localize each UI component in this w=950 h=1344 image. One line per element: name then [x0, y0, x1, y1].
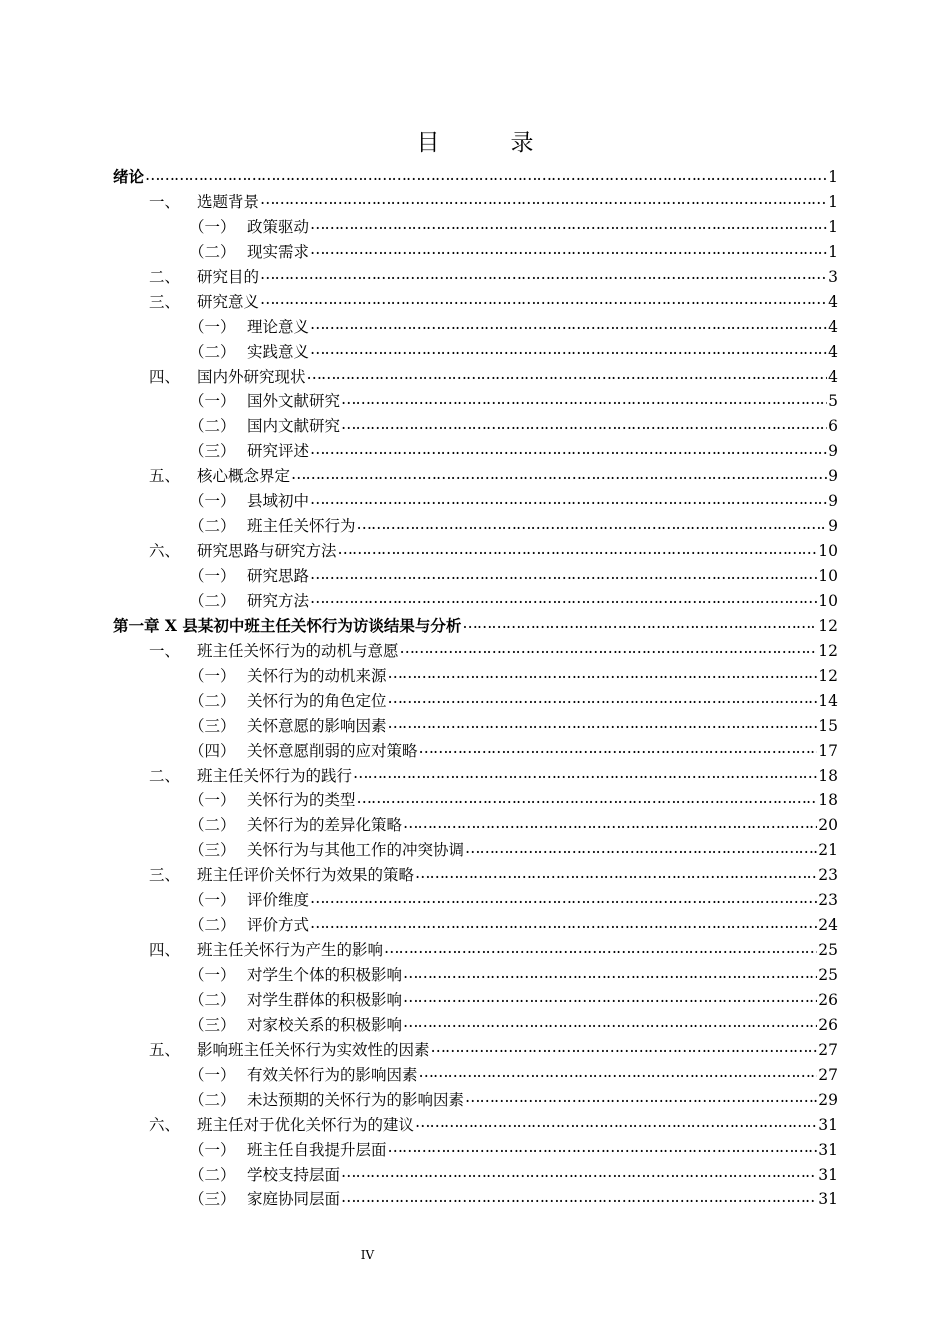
- toc-entry-label: 研究方法: [247, 591, 310, 610]
- toc-entry-label: 评价维度: [247, 891, 310, 910]
- toc-page-number: 12: [818, 641, 838, 660]
- toc-subsection-entry[interactable]: [113, 514, 838, 539]
- toc-dot-leader: [388, 715, 818, 731]
- toc-page-number: 12: [818, 616, 838, 635]
- toc-entry-label: 关怀行为的动机来源: [247, 666, 387, 685]
- toc-dot-leader: [419, 1064, 818, 1080]
- toc-dot-leader: [260, 191, 827, 207]
- toc-dot-leader: [400, 640, 818, 656]
- toc-entry-number: （二）: [189, 1165, 236, 1184]
- toc-entry-label: 国内外研究现状: [197, 367, 306, 386]
- toc-entry-number: （二）: [189, 342, 236, 361]
- toc-section-entry[interactable]: [113, 639, 838, 664]
- toc-dot-leader: [307, 366, 828, 382]
- toc-subsection-entry[interactable]: [113, 414, 838, 439]
- toc-page-number: 18: [818, 766, 838, 785]
- toc-entry-label: 有效关怀行为的影响因素: [247, 1065, 418, 1084]
- toc-entry-label: 研究思路: [247, 567, 310, 585]
- toc-page-number: 25: [818, 966, 838, 984]
- toc-subsection-entry[interactable]: [113, 689, 838, 714]
- toc-dot-leader: [310, 915, 817, 931]
- toc-entry-label: 研究意义: [197, 292, 260, 311]
- toc-entry-number: 五、: [149, 1040, 181, 1059]
- toc-entry-number: （一）: [189, 891, 236, 910]
- toc-subsection-entry[interactable]: [113, 215, 838, 240]
- toc-entry-label: 政策驱动: [247, 217, 310, 236]
- toc-entry-number: （三）: [189, 716, 236, 735]
- toc-dot-leader: [310, 441, 827, 457]
- toc-entry-number: 六、: [149, 1115, 181, 1134]
- toc-entry-label: 国内文献研究: [247, 417, 341, 436]
- toc-page-number: 12: [818, 666, 838, 685]
- toc-page-number: 6: [828, 417, 838, 436]
- toc-entry-number: 三、: [149, 292, 181, 311]
- toc-page-number: 18: [818, 791, 838, 810]
- toc-dot-leader: [310, 316, 827, 332]
- toc-page-number: 24: [818, 916, 838, 935]
- toc-subsection-entry[interactable]: [113, 838, 838, 863]
- toc-page-number: 5: [828, 392, 838, 411]
- toc-entry-label: 关怀行为的角色定位: [247, 691, 387, 710]
- toc-dot-leader: [291, 466, 827, 482]
- toc-entry-label: 对学生个体的积极影响: [247, 966, 403, 984]
- toc-entry-number: （一）: [189, 392, 236, 411]
- toc-entry-number: （一）: [189, 1140, 236, 1159]
- toc-entry-label: 实践意义: [247, 342, 310, 361]
- toc-dot-leader: [357, 516, 828, 532]
- toc-entry-label: 绪论: [113, 167, 145, 186]
- toc-entry-label: 国外文献研究: [247, 392, 341, 411]
- toc-subsection-entry[interactable]: [113, 963, 838, 988]
- toc-subsection-entry[interactable]: [113, 714, 838, 739]
- toc-entry-number: 五、: [149, 467, 181, 486]
- toc-dot-leader: [338, 541, 818, 557]
- toc-page-number: 9: [828, 517, 838, 536]
- toc-subsection-entry[interactable]: [113, 988, 838, 1013]
- toc-page-number: 9: [828, 492, 838, 511]
- toc-entry-label: 班主任评价关怀行为效果的策略: [197, 866, 415, 885]
- toc-entry-number: （四）: [189, 741, 236, 760]
- toc-entry-number: （三）: [189, 1190, 236, 1209]
- toc-entry-number: （三）: [189, 1015, 236, 1034]
- toc-dot-leader: [388, 690, 818, 706]
- toc-entry-number: 六、: [149, 542, 181, 561]
- toc-entry-label: 未达预期的关怀行为的影响因素: [247, 1090, 465, 1109]
- toc-section-entry[interactable]: [113, 464, 838, 489]
- toc-entry-number: （三）: [189, 442, 236, 461]
- toc-entry-number: 四、: [149, 941, 181, 960]
- toc-page-number: 26: [818, 1015, 838, 1034]
- page-footer-number: IV: [360, 1248, 375, 1262]
- toc-entry-number: （二）: [189, 691, 236, 710]
- toc-section-entry[interactable]: [113, 764, 838, 789]
- toc-page-number: 14: [818, 691, 838, 710]
- toc-page-number: 10: [818, 542, 838, 561]
- toc-subsection-entry[interactable]: [113, 489, 838, 514]
- toc-page-number: 9: [828, 467, 838, 486]
- toc-subsection-entry[interactable]: [113, 1163, 838, 1188]
- toc-entry-number: 三、: [149, 866, 181, 885]
- toc-page-number: 27: [818, 1040, 838, 1059]
- toc-entry-label: 县域初中: [247, 492, 310, 511]
- toc-subsection-entry[interactable]: [113, 1088, 838, 1113]
- toc-page-number: 31: [818, 1165, 838, 1184]
- toc-dot-leader: [415, 1114, 817, 1130]
- toc-entry-number: （三）: [189, 841, 236, 860]
- toc-entry-number: （一）: [189, 791, 236, 810]
- toc-dot-leader: [431, 1039, 818, 1055]
- toc-page-number: 1: [828, 168, 838, 186]
- table-of-contents: [113, 165, 838, 1212]
- toc-entry-label: 关怀行为的差异化策略: [247, 816, 403, 835]
- toc-page-number: 4: [828, 342, 838, 361]
- toc-subsection-entry[interactable]: [113, 389, 838, 414]
- toc-dot-leader: [310, 590, 817, 606]
- toc-entry-label: 班主任关怀行为: [247, 517, 356, 536]
- toc-page-number: 9: [828, 442, 838, 461]
- toc-page-number: 10: [818, 567, 838, 585]
- toc-entry-label: 影响班主任关怀行为实效性的因素: [197, 1040, 430, 1059]
- toc-dot-leader: [462, 615, 817, 631]
- toc-entry-label: 家庭协同层面: [247, 1190, 341, 1209]
- toc-entry-label: 班主任关怀行为的践行: [197, 766, 353, 785]
- toc-section-entry[interactable]: [113, 863, 838, 888]
- toc-entry-number: （一）: [189, 567, 236, 585]
- toc-entry-label: 关怀意愿削弱的应对策略: [247, 741, 418, 760]
- toc-subsection-entry[interactable]: [113, 439, 838, 464]
- toc-page-number: 21: [818, 841, 838, 860]
- toc-entry-label: 对学生群体的积极影响: [247, 990, 403, 1009]
- toc-entry-number: （一）: [189, 966, 236, 984]
- toc-page-number: 4: [828, 317, 838, 336]
- toc-section-entry[interactable]: [113, 1113, 838, 1138]
- toc-subsection-entry[interactable]: [113, 564, 838, 589]
- toc-entry-label: 现实需求: [247, 242, 310, 261]
- toc-entry-number: 四、: [149, 367, 181, 386]
- toc-entry-number: （二）: [189, 591, 236, 610]
- toc-dot-leader: [415, 865, 817, 881]
- toc-entry-label: 关怀行为的类型: [247, 791, 356, 810]
- toc-section-entry[interactable]: [113, 539, 838, 564]
- toc-chapter-entry[interactable]: [113, 165, 838, 190]
- toc-entry-number: （一）: [189, 492, 236, 511]
- toc-entry-label: 选题背景: [197, 192, 260, 211]
- toc-dot-leader: [310, 890, 817, 906]
- toc-subsection-entry[interactable]: [113, 1187, 838, 1212]
- toc-entry-number: （二）: [189, 417, 236, 436]
- toc-section-entry[interactable]: [113, 365, 838, 390]
- toc-page-number: 25: [818, 941, 838, 960]
- toc-dot-leader: [388, 1139, 818, 1155]
- toc-entry-label: 关怀意愿的影响因素: [247, 716, 387, 735]
- toc-chapter-entry[interactable]: [113, 614, 838, 639]
- toc-section-entry[interactable]: [113, 290, 838, 315]
- toc-entry-number: （二）: [189, 816, 236, 835]
- toc-page-number: 23: [818, 891, 838, 910]
- toc-subsection-entry[interactable]: [113, 664, 838, 689]
- toc-page-number: 10: [818, 591, 838, 610]
- toc-entry-number: （二）: [189, 517, 236, 536]
- toc-entry-number: （二）: [189, 242, 236, 261]
- toc-entry-number: （一）: [189, 666, 236, 685]
- toc-dot-leader: [341, 391, 827, 407]
- toc-page-number: 1: [828, 217, 838, 236]
- toc-dot-leader: [384, 940, 817, 956]
- toc-dot-leader: [419, 740, 818, 756]
- toc-dot-leader: [341, 1189, 817, 1205]
- toc-section-entry[interactable]: [113, 1038, 838, 1063]
- toc-entry-label: 研究评述: [247, 442, 310, 461]
- toc-entry-label: 研究目的: [197, 267, 260, 286]
- toc-subsection-entry[interactable]: [113, 340, 838, 365]
- toc-page-number: 23: [818, 866, 838, 885]
- toc-page-number: 1: [828, 192, 838, 211]
- toc-dot-leader: [403, 1014, 817, 1030]
- toc-dot-leader: [357, 790, 818, 806]
- toc-subsection-entry[interactable]: [113, 788, 838, 813]
- toc-dot-leader: [310, 241, 827, 257]
- toc-dot-leader: [310, 491, 827, 507]
- toc-subsection-entry[interactable]: [113, 315, 838, 340]
- toc-entry-label: 研究思路与研究方法: [197, 542, 337, 561]
- toc-entry-label: 班主任关怀行为的动机与意愿: [197, 641, 399, 660]
- toc-page-number: 31: [818, 1190, 838, 1209]
- toc-page-number: 31: [818, 1140, 838, 1159]
- toc-entry-number: （一）: [189, 1065, 236, 1084]
- toc-entry-number: 二、: [149, 267, 181, 286]
- toc-dot-leader: [310, 341, 827, 357]
- toc-section-entry[interactable]: [113, 265, 838, 290]
- toc-entry-number: （二）: [189, 990, 236, 1009]
- toc-page-number: 20: [818, 816, 838, 835]
- toc-entry-label: 第一章 X 县某初中班主任关怀行为访谈结果与分析: [113, 615, 462, 635]
- toc-dot-leader: [145, 167, 827, 183]
- toc-dot-leader: [403, 815, 817, 831]
- toc-dot-leader: [260, 266, 827, 282]
- toc-page-number: 15: [818, 716, 838, 735]
- toc-dot-leader: [388, 665, 818, 681]
- toc-subsection-entry[interactable]: [113, 1063, 838, 1088]
- page-title: 目 录: [416, 130, 558, 156]
- toc-entry-number: 二、: [149, 766, 181, 785]
- toc-entry-number: （二）: [189, 1090, 236, 1109]
- toc-entry-number: （一）: [189, 317, 236, 336]
- toc-dot-leader: [260, 291, 827, 307]
- toc-dot-leader: [353, 765, 817, 781]
- toc-dot-leader: [310, 216, 827, 232]
- toc-subsection-entry[interactable]: [113, 913, 838, 938]
- toc-subsection-entry[interactable]: [113, 240, 838, 265]
- toc-page-number: 4: [828, 367, 838, 386]
- toc-dot-leader: [403, 965, 817, 981]
- toc-subsection-entry[interactable]: [113, 589, 838, 614]
- toc-dot-leader: [403, 989, 817, 1005]
- toc-entry-label: 核心概念界定: [197, 467, 291, 486]
- toc-entry-number: （二）: [189, 916, 236, 935]
- toc-page-number: 1: [828, 242, 838, 261]
- toc-subsection-entry[interactable]: [113, 739, 838, 764]
- toc-page-number: 17: [818, 741, 838, 760]
- toc-dot-leader: [465, 840, 817, 856]
- toc-dot-leader: [310, 566, 817, 582]
- toc-entry-label: 班主任对于优化关怀行为的建议: [197, 1115, 415, 1134]
- toc-section-entry[interactable]: [113, 938, 838, 963]
- toc-dot-leader: [341, 1164, 817, 1180]
- toc-subsection-entry[interactable]: [113, 888, 838, 913]
- toc-entry-label: 学校支持层面: [247, 1165, 341, 1184]
- toc-entry-number: （一）: [189, 217, 236, 236]
- toc-page-number: 26: [818, 990, 838, 1009]
- toc-entry-label: 关怀行为与其他工作的冲突协调: [247, 841, 465, 860]
- toc-entry-number: 一、: [149, 192, 181, 211]
- toc-entry-label: 对家校关系的积极影响: [247, 1015, 403, 1034]
- toc-entry-label: 班主任关怀行为产生的影响: [197, 941, 384, 960]
- toc-entry-label: 评价方式: [247, 916, 310, 935]
- toc-dot-leader: [465, 1089, 817, 1105]
- toc-subsection-entry[interactable]: [113, 1013, 838, 1038]
- toc-entry-label: 班主任自我提升层面: [247, 1140, 387, 1159]
- toc-entry-label: 理论意义: [247, 317, 310, 336]
- toc-page-number: 29: [818, 1090, 838, 1109]
- toc-subsection-entry[interactable]: [113, 813, 838, 838]
- toc-page-number: 3: [828, 267, 838, 286]
- toc-page-number: 4: [828, 292, 838, 311]
- toc-page-number: 31: [818, 1115, 838, 1134]
- toc-section-entry[interactable]: [113, 190, 838, 215]
- toc-dot-leader: [341, 416, 827, 432]
- toc-entry-number: 一、: [149, 641, 181, 660]
- toc-page-number: 27: [818, 1065, 838, 1084]
- toc-subsection-entry[interactable]: [113, 1138, 838, 1163]
